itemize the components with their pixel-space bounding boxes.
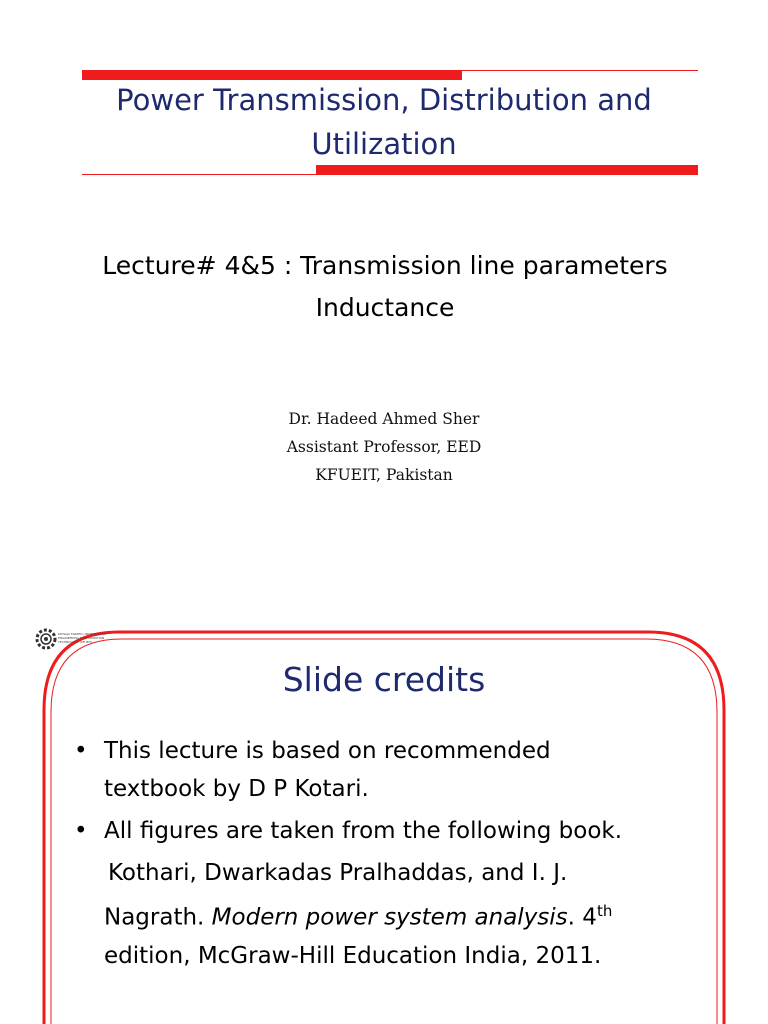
lecture-line1: Lecture# 4&5 : Transmission line parameters bbox=[102, 251, 668, 280]
bullet2-text: All figures are taken from the following book. bbox=[104, 818, 623, 844]
author-name: Dr. Hadeed Ahmed Sher bbox=[288, 410, 480, 428]
list-item bbox=[74, 732, 714, 808]
credits-slide bbox=[0, 620, 768, 1024]
credits-title: Slide credits bbox=[282, 660, 486, 699]
author-affiliation: KFUEIT, Pakistan bbox=[315, 466, 453, 484]
bullet1-line2: textbook by D P Kotari. bbox=[104, 776, 369, 802]
credits-bullet-list bbox=[74, 732, 714, 975]
ref-authors: Kothari, Dwarkadas Pralhaddas, and I. J. bbox=[108, 860, 568, 886]
book-reference bbox=[74, 854, 714, 975]
logo-caption: KHWAJA FAREED UNIVERSITY OF ENGINEERING & INFORMATION TECHNOLOGY (KFUEIT) bbox=[58, 632, 107, 644]
bullet-dot: • bbox=[74, 818, 88, 844]
ref-publisher: edition, McGraw-Hill Education India, 2011. bbox=[104, 942, 602, 969]
ref-book-title: Modern power system analysis bbox=[211, 904, 568, 931]
author-title: Assistant Professor, EED bbox=[286, 438, 482, 456]
list-item bbox=[74, 812, 714, 850]
lecture-line2: Inductance bbox=[315, 293, 455, 322]
lecture-heading bbox=[40, 245, 730, 329]
slide-title bbox=[60, 78, 708, 166]
title-bottom-rule bbox=[82, 174, 698, 175]
ref-name-start: Nagrath. bbox=[104, 904, 212, 931]
slide-title-line1: Power Transmission, Distribution and bbox=[116, 83, 652, 117]
ref-title-line bbox=[104, 892, 714, 937]
ref-edition-num: . 4 bbox=[567, 904, 597, 931]
author-block bbox=[184, 405, 584, 489]
gear-emblem-icon bbox=[34, 626, 58, 652]
bullet1-line1: This lecture is based on recommended bbox=[104, 738, 551, 764]
bullet-dot: • bbox=[74, 738, 88, 764]
university-logo bbox=[34, 626, 124, 658]
ref-edition-sup: th bbox=[596, 902, 613, 920]
slide-title-line2: Utilization bbox=[311, 127, 457, 161]
